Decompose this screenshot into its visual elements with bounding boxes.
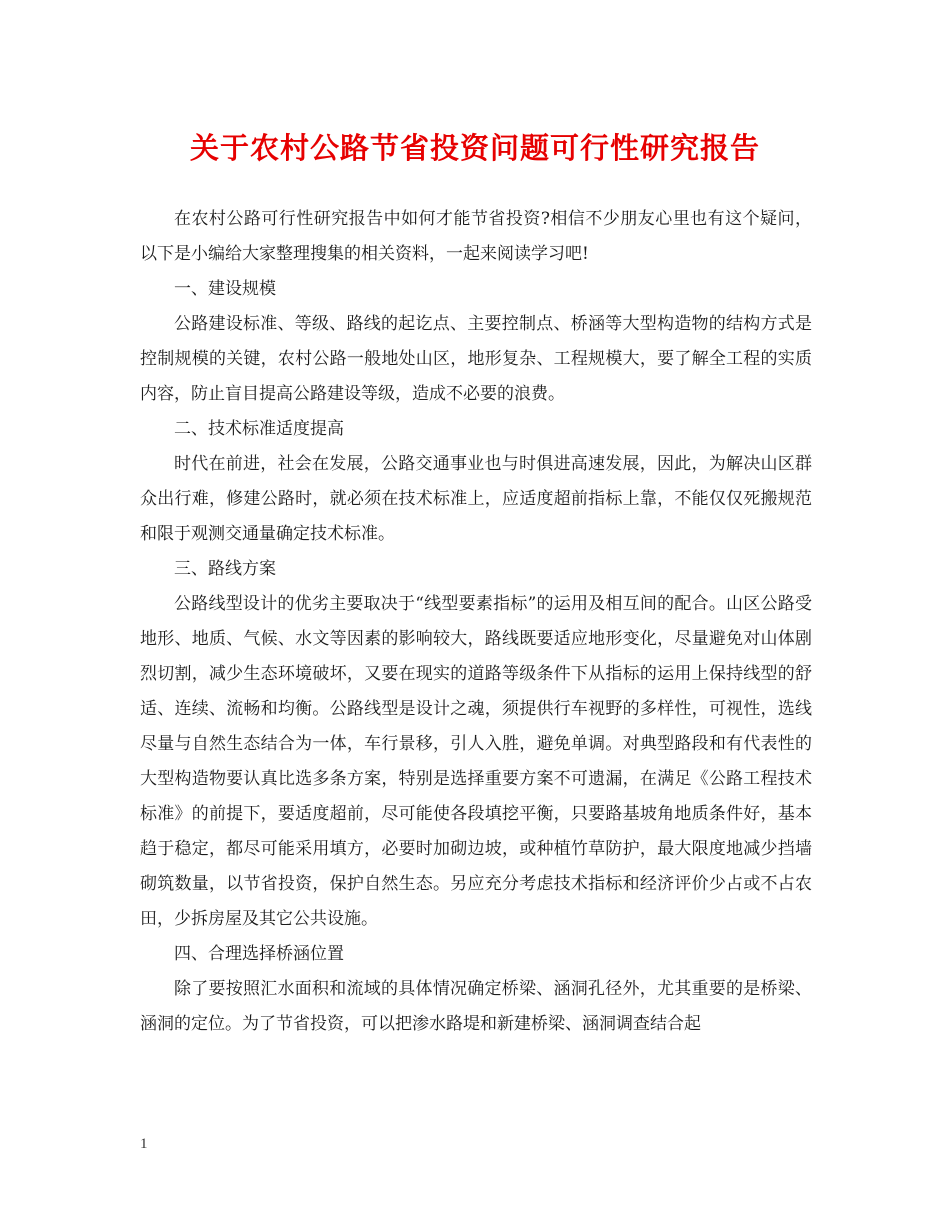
document-title: 关于农村公路节省投资问题可行性研究报告 — [189, 131, 760, 165]
paragraph-section-4: 除了要按照汇水面积和流域的具体情况确定桥梁、涵洞孔径外，尤其重要的是桥梁、涵洞的定位。为了节省投资，可以把渗水路堤和新建桥梁、涵洞调查结合起 — [140, 979, 812, 1034]
section-heading-2: 二、技术标准适度提高 — [174, 419, 344, 439]
section-heading-1: 一、建设规模 — [174, 279, 276, 299]
paragraph-section-2: 时代在前进，社会在发展，公路交通事业也与时俱进高速发展，因此，为解决山区群众出行难，修建公路时，就必须在技术标准上，应适度超前指标上靠，不能仅仅死搬规范和限于观测交通量确定技术标准。 — [140, 454, 812, 544]
document-body — [140, 202, 812, 1042]
page-number: 1 — [140, 1136, 148, 1152]
paragraph-intro: 在农村公路可行性研究报告中如何才能节省投资?相信不少朋友心里也有这个疑问，以下是小编给大家整理搜集的相关资料，一起来阅读学习吧! — [140, 209, 812, 264]
paragraph-section-3: 公路线型设计的优劣主要取决于“线型要素指标”的运用及相互间的配合。山区公路受地形、地质、气候、水文等因素的影响较大，路线既要适应地形变化，尽量避免对山体剧烈切割，减少生态环境破坏，又要在现实的道路等级条件下从指标的运用上保持线型的舒适、连续、流畅和均衡。公路线型是设计之魂，须提供行车视野的多样性，可视性，选线尽量与自然生态结合为一体，车行景移，引人入胜，避免单调。对典型路段和有代表性的大型构造物要认真比选多条方案，特别是选择重要方案不可遗漏，在满足《公路工程技术标准》的前提下，要适度超前，尽可能使各段填挖平衡，只要路基坡角地质条件好，基本趋于稳定，都尽可能采用填方，必要时加砌边坡，或种植竹草防护，最大限度地减少挡墙砌筑数量，以节省投资，保护自然生态。另应充分考虑技术指标和经济评价少占或不占农田，少拆房屋及其它公共设施。 — [140, 594, 812, 929]
section-heading-3: 三、路线方案 — [174, 559, 276, 579]
section-heading-4: 四、合理选择桥涵位置 — [174, 944, 344, 964]
paragraph-section-1: 公路建设标准、等级、路线的起讫点、主要控制点、桥涵等大型构造物的结构方式是控制规模的关键，农村公路一般地处山区，地形复杂、工程规模大，要了解全工程的实质内容，防止盲目提高公路建设等级，造成不必要的浪费。 — [140, 314, 812, 404]
